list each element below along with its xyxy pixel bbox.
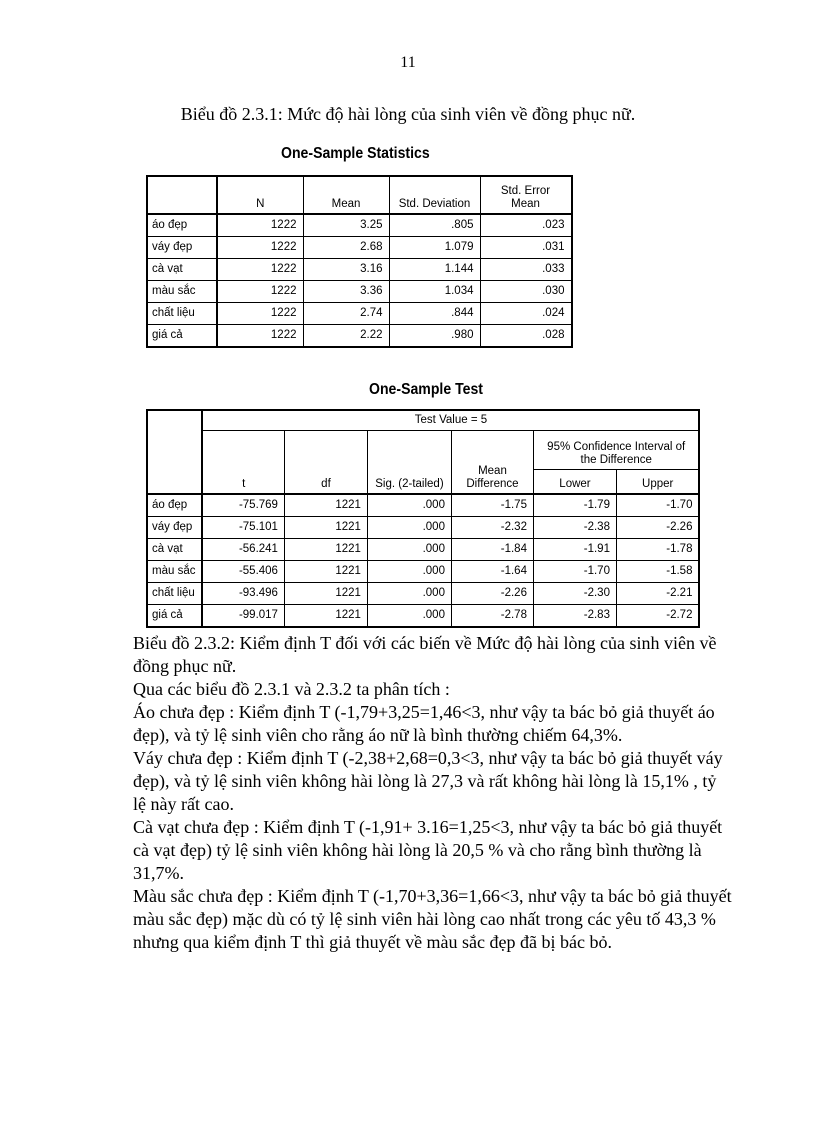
test-value-header: Test Value = 5 (202, 410, 699, 431)
cell-n: 1222 (217, 325, 303, 348)
cell-upper: -1.58 (616, 561, 699, 583)
row-label: giá cả (147, 325, 217, 348)
table-row (147, 561, 699, 583)
cell-mean-difference: -1.64 (451, 561, 533, 583)
cell-t: -93.496 (202, 583, 284, 605)
cell-t: -56.241 (202, 539, 284, 561)
col-header-mean: Mean (303, 176, 389, 214)
table-row (147, 325, 572, 348)
cell-n: 1222 (217, 259, 303, 281)
cell-std-deviation: 1.079 (389, 237, 480, 259)
cell-std-deviation: .980 (389, 325, 480, 348)
row-label: màu sắc (147, 281, 217, 303)
one-sample-statistics-table (146, 175, 573, 348)
cell-std-deviation: .805 (389, 214, 480, 237)
page-number: 11 (400, 54, 416, 71)
table-row (147, 494, 699, 517)
table-row (147, 605, 699, 628)
cell-sig: .000 (367, 561, 451, 583)
cell-mean-difference: -1.75 (451, 494, 533, 517)
cell-upper: -1.70 (616, 494, 699, 517)
table-row (147, 303, 572, 325)
cell-upper: -1.78 (616, 539, 699, 561)
cell-n: 1222 (217, 281, 303, 303)
cell-std-error-mean: .030 (480, 281, 572, 303)
row-label: cà vạt (147, 259, 217, 281)
cell-t: -75.101 (202, 517, 284, 539)
cell-sig: .000 (367, 539, 451, 561)
one-sample-test-table (146, 409, 700, 628)
col-header-std-deviation: Std. Deviation (389, 176, 480, 214)
row-label: cà vạt (147, 539, 202, 561)
cell-df: 1221 (284, 561, 367, 583)
cell-n: 1222 (217, 237, 303, 259)
cell-sig: .000 (367, 605, 451, 628)
row-label: váy đẹp (147, 237, 217, 259)
col-header-std-error-mean: Std. Error Mean (480, 176, 572, 214)
cell-lower: -2.83 (533, 605, 616, 628)
cell-t: -99.017 (202, 605, 284, 628)
table-row (147, 237, 572, 259)
analysis-tie: Cà vạt chưa đẹp : Kiểm định T (-1,91+ 3.16=1,25<3, như vậy ta bác bỏ giả thuyết cà vạt đẹp) tỷ lệ sinh viên không hài lòng là 20,5 % và cho rằng bình thường là 31,7%. (133, 817, 723, 883)
cell-upper: -2.21 (616, 583, 699, 605)
cell-df: 1221 (284, 605, 367, 628)
row-label: chất liệu (147, 583, 202, 605)
cell-n: 1222 (217, 303, 303, 325)
cell-n: 1222 (217, 214, 303, 237)
cell-t: -55.406 (202, 561, 284, 583)
cell-df: 1221 (284, 517, 367, 539)
stats-table-title: One-Sample Statistics (281, 145, 430, 162)
cell-t: -75.769 (202, 494, 284, 517)
col-header-confidence-interval: 95% Confidence Interval of the Difference (533, 431, 699, 470)
cell-lower: -1.91 (533, 539, 616, 561)
table-row (147, 214, 572, 237)
cell-std-error-mean: .023 (480, 214, 572, 237)
col-header-upper: Upper (616, 470, 699, 495)
analysis-text (133, 632, 733, 954)
cell-df: 1221 (284, 583, 367, 605)
col-header-t: t (202, 431, 284, 495)
cell-mean: 3.25 (303, 214, 389, 237)
cell-mean-difference: -2.26 (451, 583, 533, 605)
cell-std-deviation: 1.144 (389, 259, 480, 281)
analysis-intro: Qua các biểu đồ 2.3.1 và 2.3.2 ta phân tích : (133, 679, 450, 699)
cell-std-error-mean: .031 (480, 237, 572, 259)
chart-caption-2-3-1: Biểu đồ 2.3.1: Mức độ hài lòng của sinh viên về đồng phục nữ. (180, 104, 636, 124)
cell-df: 1221 (284, 539, 367, 561)
cell-sig: .000 (367, 494, 451, 517)
analysis-shirt: Áo chưa đẹp : Kiểm định T (-1,79+3,25=1,46<3, như vậy ta bác bỏ giả thuyết áo đẹp), và tỷ lệ sinh viên cho rằng áo nữ là bình thường chiếm 64,3%. (133, 702, 715, 745)
cell-std-error-mean: .024 (480, 303, 572, 325)
cell-lower: -1.79 (533, 494, 616, 517)
test-table-title: One-Sample Test (369, 381, 483, 398)
analysis-color: Màu sắc chưa đẹp : Kiểm định T (-1,70+3,36=1,66<3, như vậy ta bác bỏ giả thuyết màu sắc đẹp) mặc dù có tỷ lệ sinh viên hài lòng cao nhất trong các yêu tố 43,3 % nhưng qua kiểm định T thì giả thuyết về màu sắc đẹp đã bị bác bỏ. (133, 886, 732, 952)
cell-upper: -2.72 (616, 605, 699, 628)
cell-mean-difference: -2.32 (451, 517, 533, 539)
cell-mean-difference: -1.84 (451, 539, 533, 561)
cell-sig: .000 (367, 583, 451, 605)
row-label: giá cả (147, 605, 202, 628)
col-header-mean-difference: Mean Difference (451, 431, 533, 495)
table-row (147, 517, 699, 539)
cell-lower: -1.70 (533, 561, 616, 583)
cell-mean: 2.74 (303, 303, 389, 325)
cell-std-error-mean: .033 (480, 259, 572, 281)
cell-std-deviation: 1.034 (389, 281, 480, 303)
cell-mean: 3.36 (303, 281, 389, 303)
table-row (147, 281, 572, 303)
cell-mean: 2.68 (303, 237, 389, 259)
table-corner-cell (147, 176, 217, 214)
analysis-skirt: Váy chưa đẹp : Kiểm định T (-2,38+2,68=0,3<3, như vậy ta bác bỏ giả thuyết váy đẹp), và tỷ lệ sinh viên không hài lòng là 27,3 và rất không hài lòng là 15,1% , tỷ lệ này rất cao. (133, 748, 723, 814)
row-label: áo đẹp (147, 494, 202, 517)
cell-lower: -2.30 (533, 583, 616, 605)
cell-lower: -2.38 (533, 517, 616, 539)
chart-caption-2-3-2: Biểu đồ 2.3.2: Kiểm định T đối với các biến về Mức độ hài lòng của sinh viên về đồng phục nữ. (133, 633, 717, 676)
cell-mean: 2.22 (303, 325, 389, 348)
table-row (147, 539, 699, 561)
col-header-sig: Sig. (2-tailed) (367, 431, 451, 495)
cell-mean-difference: -2.78 (451, 605, 533, 628)
table-corner-cell (147, 410, 202, 494)
cell-upper: -2.26 (616, 517, 699, 539)
table-row (147, 259, 572, 281)
col-header-df: df (284, 431, 367, 495)
cell-mean: 3.16 (303, 259, 389, 281)
cell-sig: .000 (367, 517, 451, 539)
col-header-n: N (217, 176, 303, 214)
cell-df: 1221 (284, 494, 367, 517)
row-label: áo đẹp (147, 214, 217, 237)
row-label: chất liệu (147, 303, 217, 325)
table-row (147, 583, 699, 605)
col-header-lower: Lower (533, 470, 616, 495)
row-label: váy đẹp (147, 517, 202, 539)
cell-std-deviation: .844 (389, 303, 480, 325)
row-label: màu sắc (147, 561, 202, 583)
cell-std-error-mean: .028 (480, 325, 572, 348)
